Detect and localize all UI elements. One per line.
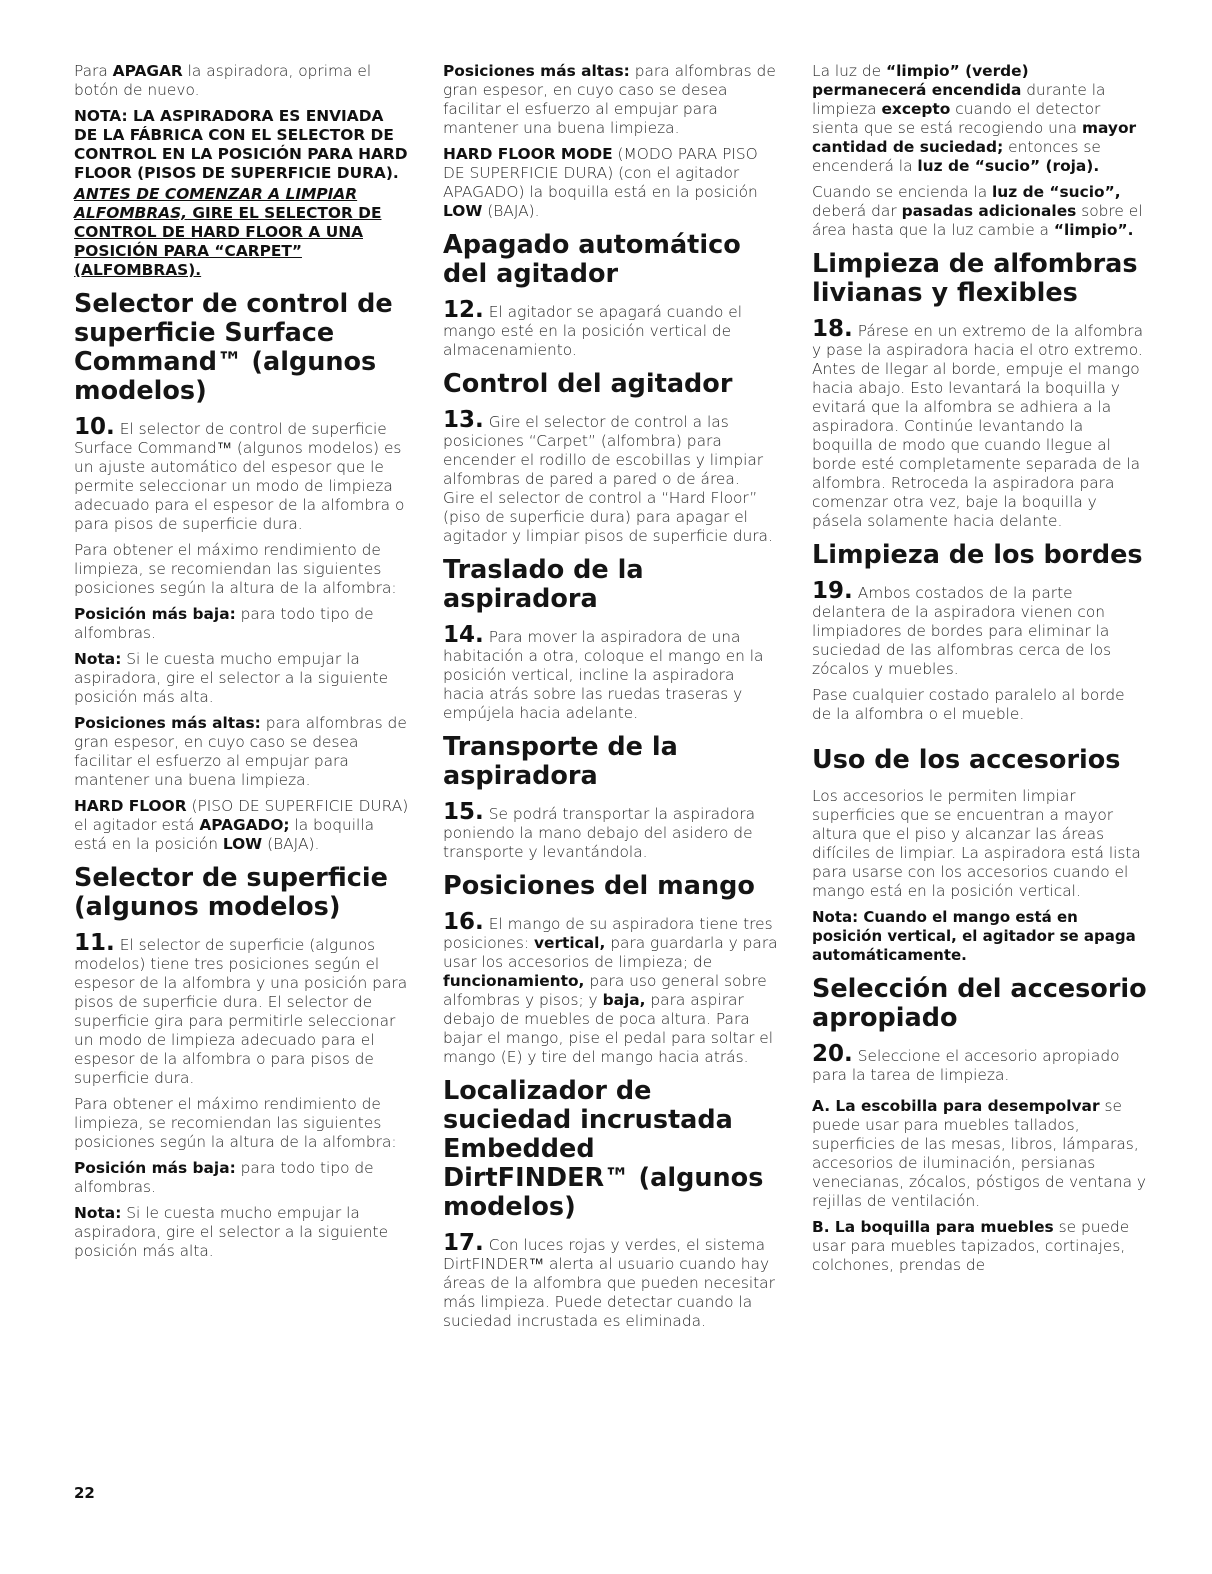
heading-surface-command: Selector de control de superficie Surface Command™ (algunos modelos) xyxy=(74,289,393,406)
step-15: 15. Se podrá transportar la aspiradora poniendo la mano debajo del asidero de transporte y levantándola. xyxy=(443,799,756,861)
column-middle xyxy=(443,62,779,1338)
heading-traslado: Traslado de la aspiradora xyxy=(443,555,644,614)
paragraph-luz-sucio: Cuando se encienda la luz de “sucio”, deberá dar pasadas adicionales sobre el área hasta que la luz cambie a “limpio”. xyxy=(812,183,1143,239)
heading-selector-superficie: Selector de superficie (algunos modelos) xyxy=(74,863,388,922)
step-11: 11. El selector de superficie (algunos modelos) tiene tres posiciones según el espesor de la alfombra y una posición para pisos de superficie dura. El selector de superficie gira para permitirle seleccionar un modo de limpieza adecuado para el espesor de la alfombra o para pisos de superficie dura. xyxy=(74,930,408,1087)
step-20: 20. Seleccione el accesorio apropiado para la tarea de limpieza. xyxy=(812,1041,1120,1084)
step-12: 12. El agitador se apagará cuando el mango esté en la posición vertical de almacenamiento. xyxy=(443,297,743,359)
paragraph-costado: Pase cualquier costado paralelo al borde de la alfombra o el mueble. xyxy=(812,686,1125,723)
paragraph-max-rendimiento-2: Para obtener el máximo rendimiento de limpieza, se recomiendan las siguientes posiciones según la altura de la alfombra: xyxy=(74,1095,397,1151)
paragraph-accesorios: Los accesorios le permiten limpiar superficies que se encuentran a mayor altura que el piso y alcanzar las áreas difíciles de limpiar. La aspiradora está lista para usarse con los accesorios cuando el mango está en la posición vertical. xyxy=(812,787,1141,900)
step-18: 18. Párese en un extremo de la alfombra y pase la aspiradora hacia el otro extremo. Antes de llegar al borde, empuje el mango hacia abajo. Esto levantará la boquilla y evitará que la alfombra se adhiera a la aspiradora. Continúe levantando la boquilla de modo que cuando llegue al borde esté completamente separada de la alfombra. Retroceda la aspiradora para comenzar otra vez, baje la boquilla y pásela solamente hacia delante. xyxy=(812,316,1144,530)
paragraph-escobilla: A. La escobilla para desempolvar se puede usar para muebles tallados, superficies de las mesas, libros, lámparas, accesorios de iluminación, persianas venecianas, zócalos, póstigos de ventana y rejillas de ventilación. xyxy=(812,1097,1147,1210)
heading-accesorios: Uso de los accesorios xyxy=(812,745,1121,775)
paragraph-posiciones-altas: Posiciones más altas: para alfombras de gran espesor, en cuyo caso se desea facilitar el esfuerzo al empujar para mantener una buena limpieza. xyxy=(74,714,407,789)
heading-control-agitador: Control del agitador xyxy=(443,369,733,399)
heading-apagado-automatico: Apagado automático del agitador xyxy=(443,230,741,289)
page-number: 22 xyxy=(74,1484,95,1502)
paragraph-max-rendimiento: Para obtener el máximo rendimiento de limpieza, se recomiendan las siguientes posiciones según la altura de la alfombra: xyxy=(74,541,397,597)
heading-seleccion-accesorio: Selección del accesorio apropiado xyxy=(812,974,1147,1033)
step-13: 13. Gire el selector de control a las posiciones “Carpet” (alfombra) para encender el rodillo de escobillas y limpiar alfombras de pared a pared o de área. xyxy=(443,407,764,488)
heading-posiciones-mango: Posiciones del mango xyxy=(443,871,755,901)
paragraph-hard-floor: HARD FLOOR (PISO DE SUPERFICIE DURA) el agitador está APAGADO; la boquilla está en la posición LOW (BAJA). xyxy=(74,797,409,853)
column-left xyxy=(74,62,410,1268)
paragraph-posicion-baja: Posición más baja: para todo tipo de alfombras. xyxy=(74,605,374,642)
paragraph-nota: Nota: Si le cuesta mucho empujar la aspiradora, gire el selector a la siguiente posición más alta. xyxy=(74,650,389,706)
heading-transporte: Transporte de la aspiradora xyxy=(443,732,678,791)
column-right xyxy=(812,62,1148,1282)
step-16: 16. El mango de su aspiradora tiene tres posiciones: vertical, para guardarla y para usar los accesorios de limpieza; de funcionamiento, para uso general sobre alfombras y pisos; y baja, para aspirar debajo de muebles de poca altura. Para bajar el mango, pise el pedal para soltar el mango (E) y tire del mango hacia atrás. xyxy=(443,909,778,1066)
paragraph-boquilla-muebles: B. La boquilla para muebles se puede usar para muebles tapizados, cortinajes, colchones, prendas de xyxy=(812,1218,1130,1274)
paragraph-luz-limpio: La luz de “limpio” (verde) permanecerá encendida durante la limpieza excepto cuando el detector sienta que se está recogiendo una mayor cantidad de suciedad; entonces se encenderá la luz de “sucio” (roja). xyxy=(812,62,1137,175)
factory-note-instruction: ANTES DE COMENZAR A LIMPIAR ALFOMBRAS, GIRE EL SELECTOR DE CONTROL DE HARD FLOOR A UNA POSICIÓN PARA “CARPET” (ALFOMBRAS). xyxy=(74,185,382,279)
paragraph-apagar: Para APAGAR la aspiradora, oprima el botón de nuevo. xyxy=(74,62,372,99)
heading-localizador: Localizador de suciedad incrustada Embedded DirtFINDER™ (algunos modelos) xyxy=(443,1076,764,1222)
paragraph-posicion-baja-2: Posición más baja: para todo tipo de alfombras. xyxy=(74,1159,374,1196)
heading-bordes: Limpieza de los bordes xyxy=(812,540,1143,570)
paragraph-hard-floor-selector: Gire el selector de control a “Hard Floor” (piso de superficie dura) para apagar el agitador y limpiar pisos de superficie dura. xyxy=(443,489,773,545)
paragraph-nota-2: Nota: Si le cuesta mucho empujar la aspiradora, gire el selector a la siguiente posición más alta. xyxy=(74,1204,389,1260)
paragraph-hard-floor-mode: HARD FLOOR MODE (MODO PARA PISO DE SUPERFICIE DURA) (con el agitador APAGADO) la boquilla está en la posición LOW (BAJA). xyxy=(443,145,758,220)
step-19: 19. Ambos costados de la parte delantera de la aspiradora vienen con limpiadores de bordes para eliminar la suciedad de las alfombras cerca de los zócalos y muebles. xyxy=(812,578,1112,678)
paragraph-posiciones-altas: Posiciones más altas: para alfombras de gran espesor, en cuyo caso se desea facilitar el esfuerzo al empujar para mantener una buena limpieza. xyxy=(443,62,776,137)
factory-note: NOTA: LA ASPIRADORA ES ENVIADA DE LA FÁBRICA CON EL SELECTOR DE CONTROL EN LA POSICIÓN PARA HARD FLOOR (PISOS DE SUPERFICIE DURA). xyxy=(74,107,408,182)
step-17: 17. Con luces rojas y verdes, el sistema DirtFINDER™ alerta al usuario cuando hay áreas de la alfombra que pueden necesitar más limpieza. Puede detectar cuando la suciedad incrustada es eliminada. xyxy=(443,1230,775,1330)
heading-alfombras-livianas: Limpieza de alfombras livianas y flexibles xyxy=(812,249,1138,308)
step-10: 10. El selector de control de superficie Surface Command™ (algunos modelos) es un ajuste automático del espesor que le permite seleccionar un modo de limpieza adecuado para el espesor de la alfombra o para pisos de superficie dura. xyxy=(74,414,405,533)
step-14: 14. Para mover la aspiradora de una habitación a otra, coloque el mango en la posición vertical, incline la aspiradora hacia atrás sobre las ruedas traseras y empújela hacia adelante. xyxy=(443,622,764,722)
note-accesorios: Nota: Cuando el mango está en posición vertical, el agitador se apaga automáticamente. xyxy=(812,908,1136,964)
